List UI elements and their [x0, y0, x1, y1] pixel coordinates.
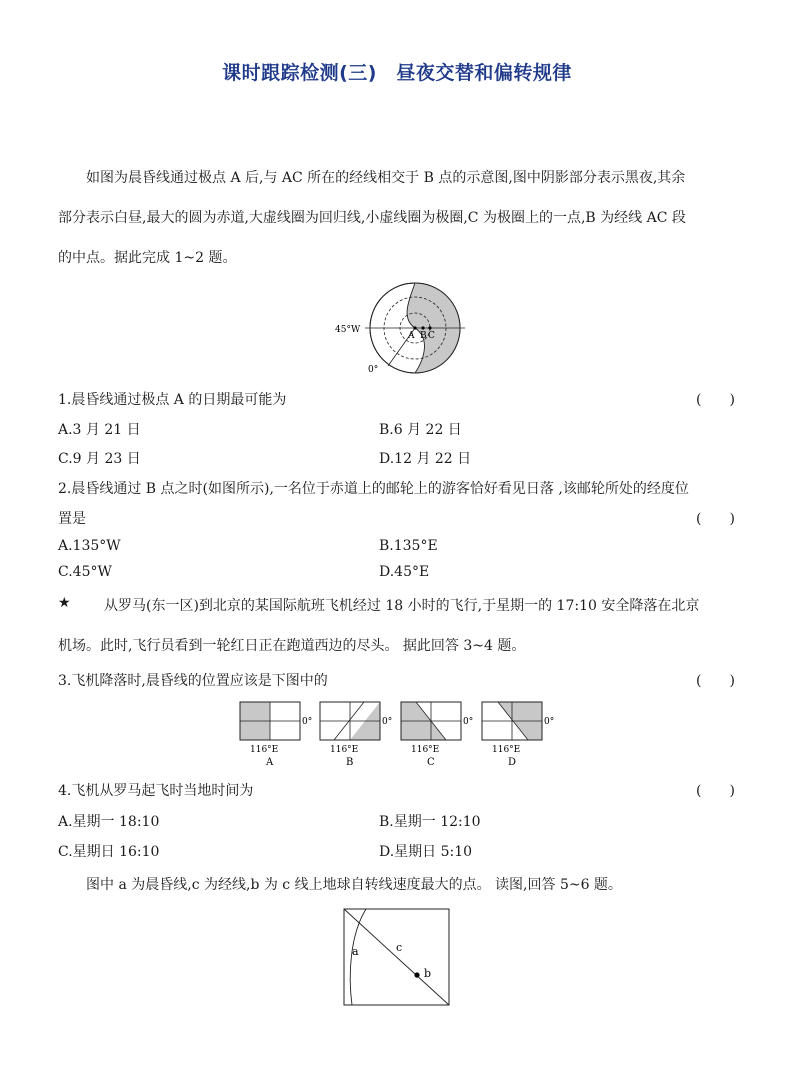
- intro2-star-icon: ★: [58, 595, 71, 611]
- fig1-label-45w: 45°W: [335, 325, 361, 335]
- q3-figure-d: [482, 702, 554, 768]
- q1-option-b: B.6 月 22 日: [379, 422, 462, 438]
- q3-figure-a-zero: 0°: [302, 717, 313, 727]
- figure-polar-view: [330, 278, 470, 378]
- intro2-line1: 从罗马(东一区)到北京的某国际航班飞机经过 18 小时的飞行,于星期一的 17:10 安全降落在北京: [104, 598, 700, 614]
- q2-option-b: B.135°E: [379, 538, 438, 554]
- q4-option-b: B.星期一 12:10: [379, 814, 481, 830]
- fig3-label-c: c: [396, 941, 403, 954]
- q3-figure-b-lon: 116°E: [330, 745, 359, 755]
- q1-option-c: C.9 月 23 日: [58, 451, 141, 467]
- q3-figure-a: [240, 702, 312, 768]
- q2-option-c: C.45°W: [58, 564, 112, 580]
- q3-figure-d-zero: 0°: [544, 717, 555, 727]
- q3-figure-b-label: B: [346, 757, 354, 768]
- fig1-label-b: B: [420, 331, 427, 341]
- q3-figure-a-label: A: [266, 757, 274, 768]
- q2-stem-line1: 2.晨昏线通过 B 点之时(如图所示),一名位于赤道上的邮轮上的游客恰好看见日落 ,该邮轮所处的经度位: [58, 481, 689, 497]
- q3-answer-paren: ( ): [696, 673, 735, 689]
- fig1-label-c: C: [428, 331, 435, 341]
- q3-figures: [236, 700, 566, 772]
- fig3-label-b: b: [424, 967, 432, 980]
- q4-answer-paren: ( ): [696, 783, 735, 799]
- page-title: 课时跟踪检测(三) 昼夜交替和偏转规律: [222, 62, 572, 84]
- q3-figure-b: [320, 702, 392, 768]
- q3-figure-d-label: D: [508, 757, 517, 768]
- q4-stem: 4.飞机从罗马起飞时当地时间为: [58, 783, 254, 799]
- intro2-line2: 机场。此时,飞行员看到一轮红日正在跑道西边的尽头。 据此回答 3~4 题。: [58, 638, 526, 654]
- intro3-text: 图中 a 为晨昏线,c 为经线,b 为 c 线上地球自转线速度最大的点。 读图,回答 5~6 题。: [86, 877, 622, 893]
- q3-figure-d-lon: 116°E: [492, 745, 521, 755]
- figure-terminator-meridian: [340, 905, 455, 1010]
- q2-option-d: D.45°E: [379, 564, 430, 580]
- q3-figure-a-lon: 116°E: [250, 745, 279, 755]
- intro1-line1: 如图为晨昏线通过极点 A 后,与 AC 所在的经线相交于 B 点的示意图,图中阴影部分表示黑夜,其余: [86, 170, 686, 186]
- q1-option-a: A.3 月 21 日: [58, 422, 141, 438]
- q3-figure-c: [401, 702, 473, 768]
- q3-figure-c-zero: 0°: [463, 717, 474, 727]
- fig1-label-a: A: [408, 331, 415, 341]
- q2-answer-paren: ( ): [696, 511, 735, 527]
- q3-figure-b-zero: 0°: [382, 717, 393, 727]
- q4-option-d: D.星期日 5:10: [379, 844, 473, 860]
- q2-option-a: A.135°W: [58, 538, 121, 554]
- intro1-line3: 的中点。据此完成 1~2 题。: [58, 250, 237, 266]
- intro1-line2: 部分表示白昼,最大的圆为赤道,大虚线圈为回归线,小虚线圈为极圈,C 为极圈上的一点,B 为经线 AC 段: [58, 210, 686, 226]
- q4-option-c: C.星期日 16:10: [58, 844, 160, 860]
- q3-figure-c-lon: 116°E: [411, 745, 440, 755]
- q1-stem: 1.晨昏线通过极点 A 的日期最可能为: [58, 392, 287, 408]
- q4-option-a: A.星期一 18:10: [58, 814, 160, 830]
- q2-stem-line2: 置是: [58, 511, 86, 527]
- q3-figure-c-label: C: [427, 757, 435, 768]
- q3-stem: 3.飞机降落时,晨昏线的位置应该是下图中的: [58, 673, 328, 689]
- q1-option-d: D.12 月 22 日: [379, 451, 472, 467]
- fig1-label-0: 0°: [368, 365, 379, 375]
- fig3-label-a: a: [352, 945, 359, 958]
- q1-answer-paren: ( ): [696, 392, 735, 408]
